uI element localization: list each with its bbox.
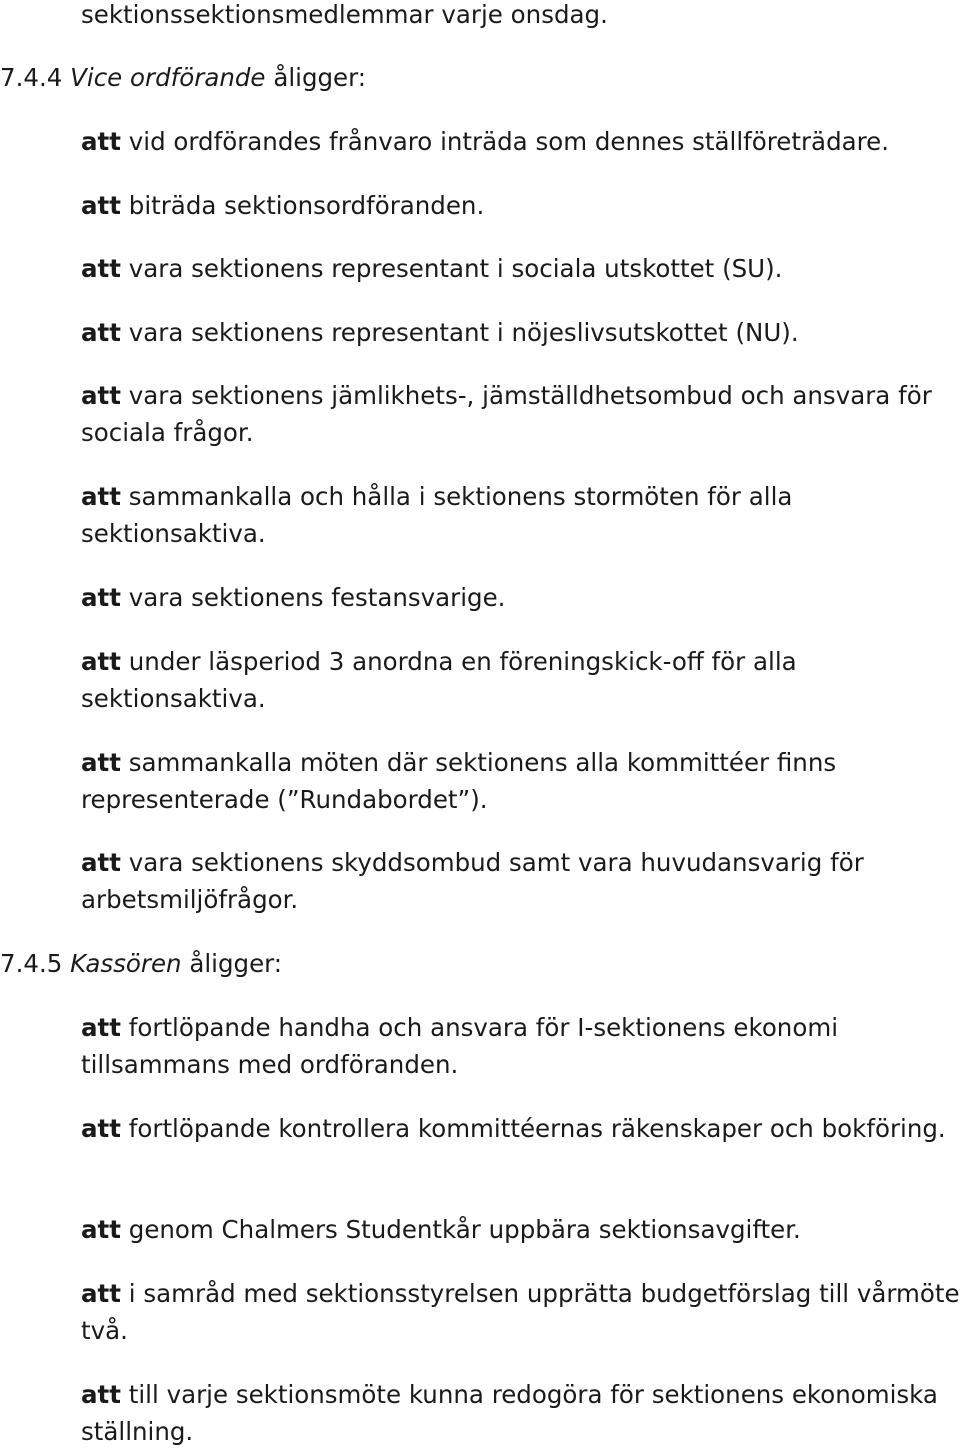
section-number: 7.4.5	[0, 949, 63, 978]
list-item	[81, 744, 960, 818]
list-item	[81, 250, 960, 287]
list-item	[81, 1376, 960, 1450]
section-role: Vice ordförande	[70, 63, 266, 92]
item-text: biträda sektionsordföranden.	[128, 191, 485, 220]
item-text: vara sektionens skyddsombud samt vara huvudansvarig för arbetsmiljöfrågor.	[81, 848, 864, 914]
att-keyword: att	[81, 318, 121, 347]
att-keyword: att	[81, 127, 121, 156]
list-item	[81, 643, 960, 717]
item-text: vid ordförandes frånvaro inträda som dennes ställföreträdare.	[128, 127, 890, 156]
att-keyword: att	[81, 848, 121, 877]
section-suffix: åligger:	[273, 63, 367, 92]
section-suffix: åligger:	[189, 949, 283, 978]
item-text: genom Chalmers Studentkår uppbära sektionsavgifter.	[128, 1215, 801, 1244]
item-text: sammankalla möten där sektionens alla kommittéer finns representerade (”Rundabordet”).	[81, 748, 837, 814]
att-keyword: att	[81, 583, 121, 612]
item-text: vara sektionens representant i sociala utskottet (SU).	[128, 254, 783, 283]
section-heading-vice-ordforande	[0, 59, 960, 96]
list-item	[81, 579, 960, 616]
intro-line: sektionssektionsmedlemmar varje onsdag.	[81, 0, 608, 29]
list-item	[81, 478, 960, 552]
list-item	[81, 1211, 960, 1248]
item-text: till varje sektionsmöte kunna redogöra för sektionens ekonomiska ställning.	[81, 1380, 938, 1446]
att-keyword: att	[81, 647, 121, 676]
item-text: fortlöpande kontrollera kommittéernas räkenskaper och bokföring.	[128, 1114, 946, 1143]
list-item	[81, 123, 960, 160]
att-keyword: att	[81, 1013, 121, 1042]
att-keyword: att	[81, 748, 121, 777]
list-item	[81, 1275, 960, 1349]
item-text: vara sektionens representant i nöjeslivsutskottet (NU).	[128, 318, 799, 347]
section-heading-kassoren	[0, 945, 960, 982]
list-item	[81, 314, 960, 351]
att-keyword: att	[81, 381, 121, 410]
att-keyword: att	[81, 1380, 121, 1409]
list-item	[81, 187, 960, 224]
item-text: fortlöpande handha och ansvara för I-sektionens ekonomi tillsammans med ordföranden.	[81, 1013, 838, 1079]
att-keyword: att	[81, 191, 121, 220]
list-item	[81, 844, 960, 918]
item-text: vara sektionens jämlikhets-, jämställdhetsombud och ansvara för sociala frågor.	[81, 381, 932, 447]
list-item	[81, 1009, 960, 1083]
section-role: Kassören	[70, 949, 182, 978]
att-keyword: att	[81, 1114, 121, 1143]
list-item	[81, 377, 960, 451]
section-number: 7.4.4	[0, 63, 63, 92]
att-keyword: att	[81, 1279, 121, 1308]
att-keyword: att	[81, 254, 121, 283]
item-text: sammankalla och hålla i sektionens stormöten för alla sektionsaktiva.	[81, 482, 793, 548]
att-keyword: att	[81, 1215, 121, 1244]
item-text: vara sektionens festansvarige.	[128, 583, 506, 612]
item-text: under läsperiod 3 anordna en föreningskick-off för alla sektionsaktiva.	[81, 647, 797, 713]
item-text: i samråd med sektionsstyrelsen upprätta budgetförslag till vårmöte två.	[81, 1279, 960, 1345]
list-item	[81, 1110, 960, 1147]
att-keyword: att	[81, 482, 121, 511]
